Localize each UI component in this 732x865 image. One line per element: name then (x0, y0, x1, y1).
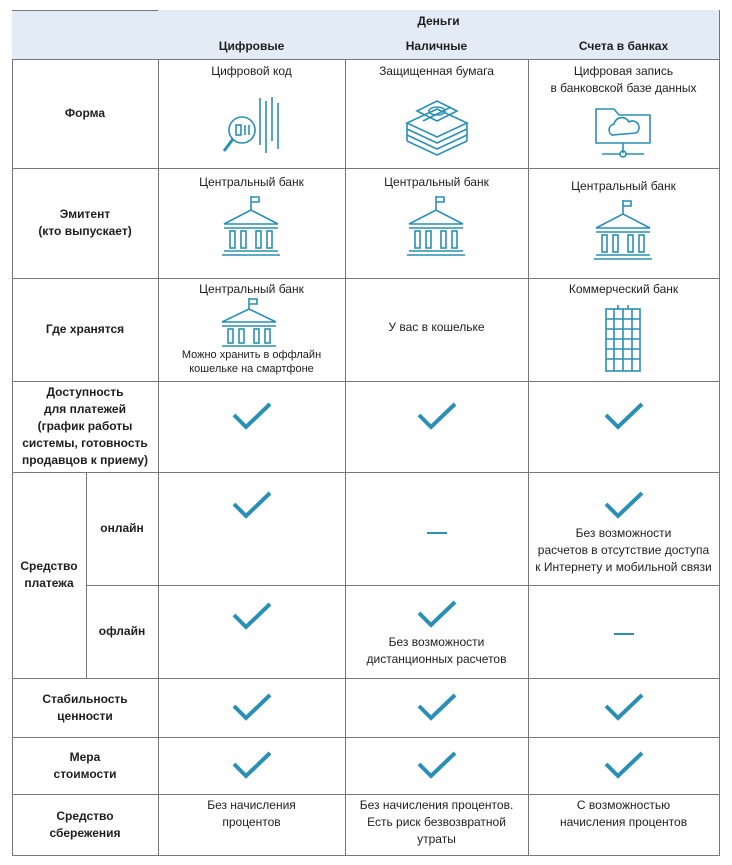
cell-stability-digital (158, 678, 346, 738)
row-label-storage: Где хранятся (12, 278, 159, 382)
cell-payment-online-bank (528, 472, 720, 586)
check-icon (231, 601, 273, 633)
check-icon (416, 692, 458, 724)
check-icon (231, 750, 273, 782)
issuer-digital-text: Центральный банк (199, 175, 304, 189)
check-icon (603, 692, 645, 724)
cell-payment-offline-bank (528, 585, 720, 679)
cell-form-digital (158, 59, 346, 169)
subrow-label-online: онлайн (86, 472, 159, 586)
cell-savings-digital (158, 794, 346, 856)
cell-savings-bank (528, 794, 720, 856)
cloud-folder-icon (592, 101, 654, 159)
col-bank-title: Счета в банках (578, 39, 669, 53)
col-digital-title: Цифровые (218, 39, 285, 53)
cell-availability-cash (345, 381, 529, 473)
savings-cash-text: Без начисления процентов. Есть риск безвозвратной утраты (359, 798, 514, 846)
check-icon (231, 401, 273, 433)
payment-online-bank-note: Без возможности расчетов в отсутствие доступа к Интернету и мобильной связи (535, 526, 712, 574)
header-col-bank (528, 34, 720, 60)
form-digital-text: Цифровой код (211, 64, 292, 78)
header-col-digital (158, 34, 346, 60)
payment-offline-cash-note: Без возможности дистанционных расчетов (366, 635, 507, 666)
issuer-bank-text: Центральный банк (571, 179, 676, 193)
header-group (158, 10, 720, 35)
storage-digital-note: Можно хранить в оффлайн кошельке на смартфоне (181, 349, 322, 375)
cell-savings-cash (345, 794, 529, 856)
cell-stability-bank (528, 678, 720, 738)
savings-digital-text: Без начисления процентов (207, 798, 296, 829)
savings-bank-text: С возможностью начисления процентов (559, 798, 688, 829)
form-cash-text: Защищенная бумага (379, 64, 494, 78)
header-corner (12, 10, 159, 60)
office-building-icon (600, 303, 646, 373)
cell-issuer-digital (158, 168, 346, 279)
storage-bank-text: Коммерческий банк (568, 282, 679, 296)
check-icon (603, 750, 645, 782)
cell-payment-offline-digital (158, 585, 346, 679)
bank-building-icon (220, 194, 282, 258)
check-icon (603, 490, 645, 522)
issuer-cash-text: Центральный банк (384, 175, 489, 189)
cell-measure-cash (345, 737, 529, 795)
form-bank-text: Цифровая запись в банковской базе данных (550, 64, 697, 95)
cell-form-cash (345, 59, 529, 169)
cell-payment-offline-cash (345, 585, 529, 679)
cell-issuer-bank (528, 168, 720, 279)
cell-storage-digital (158, 278, 346, 382)
cell-form-bank (528, 59, 720, 169)
magnifier-code-icon (220, 93, 284, 159)
cell-storage-bank (528, 278, 720, 382)
check-icon (416, 750, 458, 782)
bank-building-icon (405, 194, 467, 258)
row-label-form: Форма (12, 59, 159, 169)
cell-stability-cash (345, 678, 529, 738)
row-label-savings: Средство сбережения (12, 794, 159, 856)
col-cash-title: Наличные (405, 39, 468, 53)
subrow-label-offline: офлайн (86, 585, 159, 679)
cell-payment-online-cash (345, 472, 529, 586)
cell-storage-cash (345, 278, 529, 382)
storage-cash-text: У вас в кошельке (388, 320, 485, 334)
row-label-availability: Доступность для платежей (график работы системы, готовность продавцов к приему) (12, 381, 159, 473)
dash-icon (614, 633, 634, 635)
banknote-stack-icon (403, 93, 471, 157)
cell-availability-digital (158, 381, 346, 473)
bank-building-icon (218, 296, 280, 350)
header-col-cash (345, 34, 529, 60)
check-icon (231, 490, 273, 522)
row-label-stability: Стабильность ценности (12, 678, 159, 738)
check-icon (603, 401, 645, 433)
cell-availability-bank (528, 381, 720, 473)
row-label-payment: Средство платежа (12, 472, 87, 679)
row-label-measure: Мера стоимости (12, 737, 159, 795)
bank-building-icon (592, 198, 654, 262)
cell-measure-bank (528, 737, 720, 795)
cell-payment-online-digital (158, 472, 346, 586)
header-group-title: Деньги (417, 14, 460, 28)
check-icon (416, 599, 458, 631)
cell-measure-digital (158, 737, 346, 795)
cell-issuer-cash (345, 168, 529, 279)
row-label-issuer: Эмитент (кто выпускает) (12, 168, 159, 279)
dash-icon (427, 532, 447, 534)
check-icon (416, 401, 458, 433)
storage-digital-text: Центральный банк (199, 282, 304, 296)
check-icon (231, 692, 273, 724)
